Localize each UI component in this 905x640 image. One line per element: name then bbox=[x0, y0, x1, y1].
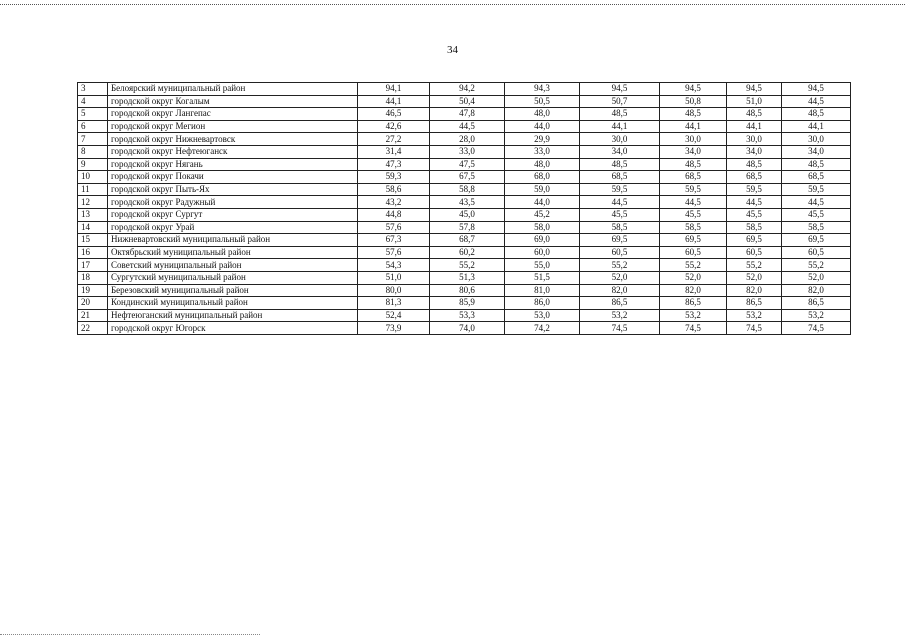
table-row bbox=[78, 83, 851, 96]
value-cell: 69,5 bbox=[660, 234, 727, 247]
value-cell: 48,5 bbox=[727, 158, 782, 171]
municipality-name-cell: городской округ Мегион bbox=[108, 120, 358, 133]
row-index-cell: 8 bbox=[78, 145, 108, 158]
municipality-name-cell: Октябрьский муниципальный район bbox=[108, 246, 358, 259]
value-cell: 44,1 bbox=[660, 120, 727, 133]
value-cell: 74,2 bbox=[505, 322, 580, 335]
row-index-cell: 19 bbox=[78, 284, 108, 297]
value-cell: 44,1 bbox=[782, 120, 851, 133]
value-cell: 69,5 bbox=[782, 234, 851, 247]
table-row bbox=[78, 171, 851, 184]
value-cell: 34,0 bbox=[660, 145, 727, 158]
value-cell: 53,2 bbox=[580, 309, 660, 322]
value-cell: 45,5 bbox=[782, 208, 851, 221]
table-row bbox=[78, 208, 851, 221]
value-cell: 57,6 bbox=[358, 246, 430, 259]
row-index-cell: 16 bbox=[78, 246, 108, 259]
municipality-name-cell: городской округ Когалым bbox=[108, 95, 358, 108]
row-index-cell: 20 bbox=[78, 297, 108, 310]
value-cell: 68,5 bbox=[727, 171, 782, 184]
municipality-name-cell: городской округ Лангепас bbox=[108, 108, 358, 121]
value-cell: 55,2 bbox=[430, 259, 505, 272]
value-cell: 74,0 bbox=[430, 322, 505, 335]
value-cell: 34,0 bbox=[580, 145, 660, 158]
value-cell: 60,5 bbox=[782, 246, 851, 259]
value-cell: 86,0 bbox=[505, 297, 580, 310]
table-row bbox=[78, 145, 851, 158]
municipality-name-cell: городской округ Нижневартовск bbox=[108, 133, 358, 146]
table-row bbox=[78, 95, 851, 108]
value-cell: 33,0 bbox=[505, 145, 580, 158]
table-row bbox=[78, 322, 851, 335]
table-row bbox=[78, 133, 851, 146]
table-row bbox=[78, 108, 851, 121]
row-index-cell: 6 bbox=[78, 120, 108, 133]
value-cell: 74,5 bbox=[727, 322, 782, 335]
table-row bbox=[78, 246, 851, 259]
value-cell: 44,5 bbox=[727, 196, 782, 209]
value-cell: 27,2 bbox=[358, 133, 430, 146]
value-cell: 45,5 bbox=[580, 208, 660, 221]
value-cell: 44,0 bbox=[505, 196, 580, 209]
value-cell: 74,5 bbox=[782, 322, 851, 335]
value-cell: 67,5 bbox=[430, 171, 505, 184]
municipality-name-cell: Кондинский муниципальный район bbox=[108, 297, 358, 310]
value-cell: 44,1 bbox=[727, 120, 782, 133]
scan-top-edge bbox=[0, 4, 905, 7]
value-cell: 50,5 bbox=[505, 95, 580, 108]
value-cell: 80,0 bbox=[358, 284, 430, 297]
value-cell: 60,5 bbox=[660, 246, 727, 259]
value-cell: 53,2 bbox=[660, 309, 727, 322]
value-cell: 81,0 bbox=[505, 284, 580, 297]
value-cell: 44,5 bbox=[782, 95, 851, 108]
value-cell: 94,5 bbox=[727, 83, 782, 96]
value-cell: 48,5 bbox=[782, 158, 851, 171]
value-cell: 51,0 bbox=[358, 271, 430, 284]
value-cell: 31,4 bbox=[358, 145, 430, 158]
value-cell: 94,5 bbox=[580, 83, 660, 96]
value-cell: 94,2 bbox=[430, 83, 505, 96]
value-cell: 53,2 bbox=[727, 309, 782, 322]
value-cell: 48,5 bbox=[727, 108, 782, 121]
value-cell: 69,0 bbox=[505, 234, 580, 247]
value-cell: 86,5 bbox=[660, 297, 727, 310]
value-cell: 67,3 bbox=[358, 234, 430, 247]
row-index-cell: 13 bbox=[78, 208, 108, 221]
value-cell: 52,0 bbox=[660, 271, 727, 284]
value-cell: 44,1 bbox=[358, 95, 430, 108]
value-cell: 58,5 bbox=[782, 221, 851, 234]
value-cell: 53,0 bbox=[505, 309, 580, 322]
value-cell: 58,8 bbox=[430, 183, 505, 196]
value-cell: 60,0 bbox=[505, 246, 580, 259]
value-cell: 69,5 bbox=[727, 234, 782, 247]
row-index-cell: 18 bbox=[78, 271, 108, 284]
value-cell: 44,5 bbox=[430, 120, 505, 133]
value-cell: 80,6 bbox=[430, 284, 505, 297]
row-index-cell: 7 bbox=[78, 133, 108, 146]
value-cell: 47,5 bbox=[430, 158, 505, 171]
table-row bbox=[78, 158, 851, 171]
table-row bbox=[78, 196, 851, 209]
value-cell: 82,0 bbox=[727, 284, 782, 297]
table-body bbox=[78, 83, 851, 335]
value-cell: 45,5 bbox=[660, 208, 727, 221]
value-cell: 94,5 bbox=[660, 83, 727, 96]
value-cell: 55,2 bbox=[727, 259, 782, 272]
value-cell: 47,8 bbox=[430, 108, 505, 121]
value-cell: 44,0 bbox=[505, 120, 580, 133]
value-cell: 50,8 bbox=[660, 95, 727, 108]
municipality-name-cell: Нижневартовский муниципальный район bbox=[108, 234, 358, 247]
value-cell: 55,2 bbox=[580, 259, 660, 272]
value-cell: 68,0 bbox=[505, 171, 580, 184]
value-cell: 51,3 bbox=[430, 271, 505, 284]
value-cell: 48,5 bbox=[660, 158, 727, 171]
value-cell: 48,5 bbox=[580, 108, 660, 121]
value-cell: 55,2 bbox=[782, 259, 851, 272]
page-number: 34 bbox=[447, 44, 458, 56]
row-index-cell: 9 bbox=[78, 158, 108, 171]
value-cell: 54,3 bbox=[358, 259, 430, 272]
value-cell: 58,0 bbox=[505, 221, 580, 234]
value-cell: 69,5 bbox=[580, 234, 660, 247]
value-cell: 47,3 bbox=[358, 158, 430, 171]
value-cell: 30,0 bbox=[782, 133, 851, 146]
value-cell: 48,5 bbox=[660, 108, 727, 121]
municipality-name-cell: Березовский муниципальный район bbox=[108, 284, 358, 297]
value-cell: 86,5 bbox=[782, 297, 851, 310]
value-cell: 48,5 bbox=[580, 158, 660, 171]
value-cell: 81,3 bbox=[358, 297, 430, 310]
value-cell: 86,5 bbox=[580, 297, 660, 310]
table-row bbox=[78, 234, 851, 247]
municipality-name-cell: Сургутский муниципальный район bbox=[108, 271, 358, 284]
value-cell: 34,0 bbox=[727, 145, 782, 158]
value-cell: 30,0 bbox=[580, 133, 660, 146]
row-index-cell: 15 bbox=[78, 234, 108, 247]
row-index-cell: 21 bbox=[78, 309, 108, 322]
value-cell: 53,2 bbox=[782, 309, 851, 322]
table-row bbox=[78, 309, 851, 322]
row-index-cell: 5 bbox=[78, 108, 108, 121]
value-cell: 46,5 bbox=[358, 108, 430, 121]
table-row bbox=[78, 221, 851, 234]
row-index-cell: 11 bbox=[78, 183, 108, 196]
value-cell: 94,1 bbox=[358, 83, 430, 96]
row-index-cell: 14 bbox=[78, 221, 108, 234]
value-cell: 82,0 bbox=[660, 284, 727, 297]
row-index-cell: 17 bbox=[78, 259, 108, 272]
value-cell: 57,6 bbox=[358, 221, 430, 234]
value-cell: 59,5 bbox=[580, 183, 660, 196]
municipality-name-cell: городской округ Нефтеюганск bbox=[108, 145, 358, 158]
value-cell: 44,1 bbox=[580, 120, 660, 133]
value-cell: 51,0 bbox=[727, 95, 782, 108]
value-cell: 45,5 bbox=[727, 208, 782, 221]
value-cell: 42,6 bbox=[358, 120, 430, 133]
value-cell: 55,0 bbox=[505, 259, 580, 272]
value-cell: 58,5 bbox=[727, 221, 782, 234]
value-cell: 68,5 bbox=[580, 171, 660, 184]
value-cell: 52,4 bbox=[358, 309, 430, 322]
municipality-name-cell: Нефтеюганский муниципальный район bbox=[108, 309, 358, 322]
municipality-name-cell: городской округ Урай bbox=[108, 221, 358, 234]
value-cell: 59,5 bbox=[782, 183, 851, 196]
value-cell: 53,3 bbox=[430, 309, 505, 322]
table-row bbox=[78, 271, 851, 284]
value-cell: 94,5 bbox=[782, 83, 851, 96]
value-cell: 86,5 bbox=[727, 297, 782, 310]
value-cell: 74,5 bbox=[580, 322, 660, 335]
municipality-name-cell: городской округ Югорск bbox=[108, 322, 358, 335]
value-cell: 44,5 bbox=[580, 196, 660, 209]
table-row bbox=[78, 284, 851, 297]
value-cell: 44,5 bbox=[782, 196, 851, 209]
value-cell: 60,5 bbox=[727, 246, 782, 259]
value-cell: 45,2 bbox=[505, 208, 580, 221]
row-index-cell: 12 bbox=[78, 196, 108, 209]
value-cell: 68,5 bbox=[660, 171, 727, 184]
value-cell: 34,0 bbox=[782, 145, 851, 158]
value-cell: 50,7 bbox=[580, 95, 660, 108]
value-cell: 51,5 bbox=[505, 271, 580, 284]
value-cell: 30,0 bbox=[660, 133, 727, 146]
value-cell: 68,5 bbox=[782, 171, 851, 184]
table-row bbox=[78, 183, 851, 196]
value-cell: 59,5 bbox=[660, 183, 727, 196]
table-row bbox=[78, 297, 851, 310]
value-cell: 48,0 bbox=[505, 158, 580, 171]
value-cell: 58,5 bbox=[580, 221, 660, 234]
municipality-name-cell: городской округ Нягань bbox=[108, 158, 358, 171]
value-cell: 68,7 bbox=[430, 234, 505, 247]
table-row bbox=[78, 120, 851, 133]
value-cell: 48,5 bbox=[782, 108, 851, 121]
row-index-cell: 22 bbox=[78, 322, 108, 335]
value-cell: 59,5 bbox=[727, 183, 782, 196]
value-cell: 74,5 bbox=[660, 322, 727, 335]
value-cell: 82,0 bbox=[782, 284, 851, 297]
value-cell: 52,0 bbox=[580, 271, 660, 284]
value-cell: 59,0 bbox=[505, 183, 580, 196]
value-cell: 28,0 bbox=[430, 133, 505, 146]
value-cell: 55,2 bbox=[660, 259, 727, 272]
municipality-name-cell: городской округ Радужный bbox=[108, 196, 358, 209]
row-index-cell: 10 bbox=[78, 171, 108, 184]
value-cell: 43,2 bbox=[358, 196, 430, 209]
value-cell: 29,9 bbox=[505, 133, 580, 146]
value-cell: 45,0 bbox=[430, 208, 505, 221]
municipality-name-cell: Белоярский муниципальный район bbox=[108, 83, 358, 96]
value-cell: 82,0 bbox=[580, 284, 660, 297]
municipal-data-table bbox=[77, 82, 851, 335]
value-cell: 30,0 bbox=[727, 133, 782, 146]
value-cell: 44,5 bbox=[660, 196, 727, 209]
municipality-name-cell: городской округ Пыть-Ях bbox=[108, 183, 358, 196]
value-cell: 33,0 bbox=[430, 145, 505, 158]
value-cell: 52,0 bbox=[782, 271, 851, 284]
value-cell: 44,8 bbox=[358, 208, 430, 221]
table-row bbox=[78, 259, 851, 272]
value-cell: 58,6 bbox=[358, 183, 430, 196]
scan-bottom-edge bbox=[0, 634, 260, 636]
row-index-cell: 4 bbox=[78, 95, 108, 108]
value-cell: 52,0 bbox=[727, 271, 782, 284]
value-cell: 60,2 bbox=[430, 246, 505, 259]
value-cell: 60,5 bbox=[580, 246, 660, 259]
value-cell: 43,5 bbox=[430, 196, 505, 209]
municipality-name-cell: Советский муниципальный район bbox=[108, 259, 358, 272]
value-cell: 85,9 bbox=[430, 297, 505, 310]
value-cell: 73,9 bbox=[358, 322, 430, 335]
value-cell: 50,4 bbox=[430, 95, 505, 108]
value-cell: 58,5 bbox=[660, 221, 727, 234]
value-cell: 57,8 bbox=[430, 221, 505, 234]
value-cell: 94,3 bbox=[505, 83, 580, 96]
municipality-name-cell: городской округ Покачи bbox=[108, 171, 358, 184]
municipality-name-cell: городской округ Сургут bbox=[108, 208, 358, 221]
value-cell: 48,0 bbox=[505, 108, 580, 121]
row-index-cell: 3 bbox=[78, 83, 108, 96]
value-cell: 59,3 bbox=[358, 171, 430, 184]
